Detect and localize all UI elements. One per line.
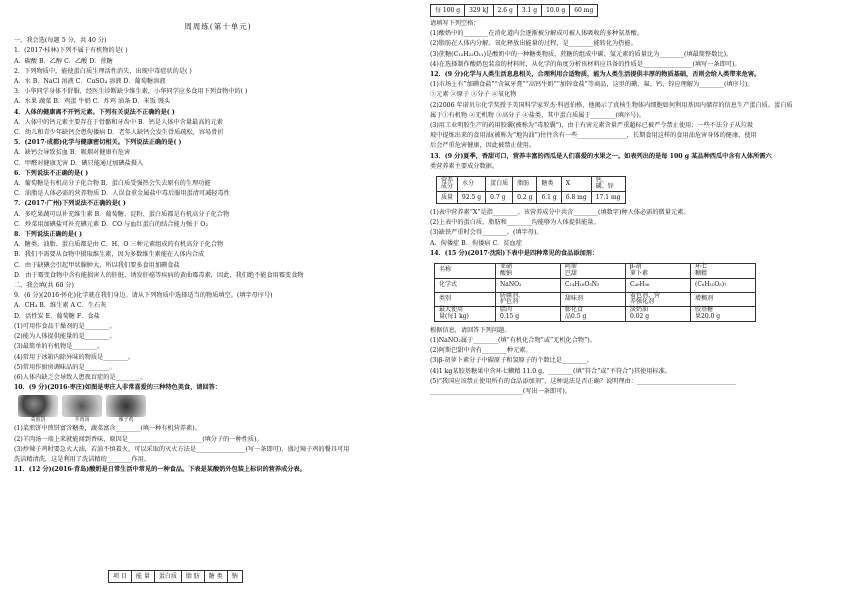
table-cell: 能 量: [131, 571, 154, 583]
text-line: A．水果 蔬菜 B．鸡蛋 牛奶 C．炸鸡 油条 D．米饭 馒头: [14, 98, 171, 106]
table-cell: 3.1 g: [517, 5, 541, 17]
table-cell: NaNO₂: [496, 278, 561, 292]
text-line: (2)羊肉汤一端上来就能闻到香味，原因是________________________(填分子的一种性质)。: [14, 435, 263, 443]
table-cell: 6.8 mg: [561, 192, 591, 204]
text-line: A．CH₄ B．维生素 A C．生石灰: [14, 302, 107, 310]
text-line: (5)常用作厨房调味品的是________。: [14, 363, 116, 371]
text-line: 类营养素主要成分数据。: [430, 162, 499, 170]
table-cell: 着色剂、营 养强化剂: [626, 292, 691, 307]
table-cell: 环七 糊精: [691, 264, 756, 279]
table-cell: 蛋白质: [154, 571, 181, 583]
pancake-image: [18, 395, 58, 417]
table-cell: 糖类: [537, 177, 561, 192]
text-line: (6)人体内缺乏会导致人患夜盲症的是________。: [14, 373, 147, 381]
text-line: A．缺钙会导致贫血 B．吸烟对健康有危害: [14, 149, 131, 157]
text-line: ______________________________(写出一条即可)。: [430, 388, 571, 396]
table-row: [435, 264, 756, 279]
table-cell: 淡奶油 0.02 g: [626, 307, 691, 322]
food-captions: [18, 417, 422, 424]
table-cell: 最大使用 量(每1 kg): [435, 307, 496, 322]
table-cell: 膨化食 品0.5 g: [561, 307, 626, 322]
text-line: (2)2006 年诺贝尔化学奖授予美国科学家罗杰·科恩伯格，他揭示了真核生物体内细胞如何利用基因内储存的信息生产蛋白质。蛋白质: [430, 101, 793, 109]
right-lines: [430, 19, 846, 172]
table-cell: 6.1 g: [537, 192, 561, 204]
table-cell: 92.5 g: [458, 192, 486, 204]
text-line: ①元素 ②原子 ③分子 ④氧化物: [430, 91, 517, 99]
table-cell: 类别: [435, 292, 496, 307]
text-line: 根据信息，请回答下列问题。: [430, 326, 511, 334]
table-cell: 2.6 g: [493, 5, 517, 17]
text-line: D．活性炭 E．葡萄糖 F．食盐: [14, 312, 100, 320]
text-line: (3)蔗糖(C₁₂H₂₂O₁₁)是酸奶中的一种糖类物质，蔗糖的组成中碳、氢元素的质量比为________(填最简整数比)。: [430, 50, 733, 58]
text-line: 14．(15 分)(2017·沈阳)下表中是四种常见的食品添加剂：: [430, 249, 599, 257]
table-cell: 胶基糖 果20.0 g: [691, 307, 756, 322]
text-line: (4)1 kg某胶基糖果中含环七糊精 11.0 g，________(填“符合”或“不符合”)其使用标准。: [430, 367, 671, 375]
text-line: (3)β-胡萝卜素分子中碳原子和氢原子的个数比是________。: [430, 357, 593, 365]
text-line: (3)最简单的有机物是________。: [14, 343, 104, 351]
text-line: 13．(9 分)夏季，香甜可口，营养丰富的西瓜是人们喜爱的水果之一。如表列出的是每 100 g 某品种西瓜中含有人体所需六: [430, 152, 772, 160]
text-line: B．我们不需要从食物中摄取维生素，因为多数维生素能在人体内合成: [14, 251, 205, 259]
left-lines: [14, 36, 422, 393]
text-line: (2)脂肪在人体内分解、氧化释放出能量的过程，是________能转化为热能。: [430, 40, 637, 48]
text-line: A．水 B．NaCl 溶液 C．CuSO₄ 溶液 D．葡萄糖溶液: [14, 78, 166, 86]
table-cell: 增稠剂: [691, 292, 756, 307]
table-cell: β-胡 萝卜素: [626, 264, 691, 279]
table-cell: 糖 类: [204, 571, 227, 583]
text-line: 洗洁精清洗，这是利用了洗洁精的________作用。: [14, 455, 151, 463]
table-cell: 腊肉 0.15 g: [496, 307, 561, 322]
table-cell: 项 目: [109, 571, 132, 583]
watermelon-nutrient-table: [436, 176, 626, 204]
text-line: A．多吃果蔬可以补充维生素 B．葡萄糖、淀粉、蛋白质都是有机高分子化合物: [14, 210, 230, 218]
text-line: A．碳酸 B．乙醇 C．乙酸 D．蔗糖: [14, 57, 113, 65]
text-line: 坡中提炼出来的食用油(被称为“地沟油”)往往含有一些________________，长期食用这样的食用油危害身体的健康，使用: [430, 132, 757, 140]
text-line: 3．小华同学身体不舒服，经医生诊断缺少维生素，小华同学应多食用下列食物中的( ): [14, 88, 248, 96]
text-line: (3)炒辣子鸡时要急火大油，若油不慎着火，可以采取的灭火方法是________________(写一条即可)，盛过辣子鸡的餐具可用: [14, 445, 350, 453]
table-cell: 60 mg: [570, 5, 598, 17]
nutrition-header-table: [108, 570, 243, 583]
right-column: [430, 0, 846, 397]
text-line: 二、我会填(共 60 分): [14, 282, 74, 290]
right-lines-3: [430, 326, 846, 397]
text-line: C．油脂是人体必需的营养物质 D．人误食重金属盐中毒后服用蛋清可减轻毒性: [14, 190, 230, 198]
text-line: 12．(9 分)化学与人类生活息息相关，合理利用合适物质，能为人类生活提供丰厚的物质基础，否则会给人类带来危害。: [430, 71, 761, 79]
table-cell: 水分: [458, 177, 486, 192]
text-line: 11．(12 分)(2016·青岛)酸奶是日常生活中常见的一种食品。下表是某酸奶外包装上标识的营养成分表。: [14, 466, 306, 474]
table-cell: 质量: [437, 192, 458, 204]
table-cell: 蛋白质: [486, 177, 513, 192]
spicy-chicken-image: [106, 395, 146, 417]
text-line: (4)常用于冰箱内除异味的物质是________。: [14, 353, 135, 361]
text-line: (4)在选择制作酸奶包装盒的材料时，从化学的角度分析该材料应具备的性质是________________(填写一条即可)。: [430, 60, 741, 68]
text-line: C．炒菜用加碘盐可补充碘元素 D．CO 与血红蛋白的结合能力强于 O₂: [14, 220, 208, 228]
text-line: 6．下列说法不正确的是( ): [14, 169, 89, 177]
text-line: (2)阿斯巴甜中含有________种元素。: [430, 347, 532, 355]
table-cell: 名称: [435, 264, 496, 279]
text-line: 7．(2017·广州)下列说法不正确的是( ): [14, 200, 126, 208]
text-line: 1．(2017·桂林)下列不属于有机物的是( ): [14, 47, 128, 55]
text-line: 5．(2017·成都)化学与健康密切相关。下列说法正确的是( ): [14, 139, 182, 147]
caption-pancake: 菜煎饼: [30, 417, 46, 424]
text-line: (1)酸奶中的________在消化道内会逐渐被分解成可被人体吸收的多种氨基酸。: [430, 30, 643, 38]
left-lines-2: [14, 424, 422, 475]
table-cell: 脂 肪: [181, 571, 204, 583]
table-cell: 亚硝 酸钠: [496, 264, 561, 279]
caption-spicy-chicken: 辣子鸡: [118, 417, 134, 424]
table-cell: C₄₀H₅₆: [626, 278, 691, 292]
page-title: 周周练(第十单元): [184, 22, 252, 31]
text-line: C．甲醛对健康无害 D．碘只能通过加碘盐摄入: [14, 159, 144, 167]
text-line: 9．(6 分)(2016·怀化)化学就在我们身边。请从下列物质中选择适当的物质填空。(填字母序号): [14, 292, 273, 300]
text-line: 10．(9 分)(2016·枣庄)如图是枣庄人非常喜爱的三种特色美食，请回答：: [14, 384, 222, 392]
text-line: (1)NaNO₂属于________(填“有机化合物”或“无机化合物”)。: [430, 337, 596, 345]
text-line: A．佝偻症 B．佝偻病 C．贫血症: [430, 239, 522, 247]
text-line: (1)菜煎饼中煎饼富含糖类，蔬菜富含________(填一种有机营养素)。: [14, 425, 201, 433]
table-cell: 每 100 g: [431, 5, 465, 17]
text-line: (3)缺铁严重时会得________。(填字母)。: [430, 229, 543, 237]
text-line: D．由于霉变食物中含有能损害人的肝脏、诱发肝癌等疾病的黄曲霉毒素，因此，我们绝不能食用霉变食物: [14, 271, 304, 279]
text-line: (1)表中营养素“X”是指________。该营养成分中共含________(填数字)种人体必需的微量元素。: [430, 209, 690, 217]
left-column: [14, 0, 422, 475]
table-cell: C₁₄H₁₈O₅N₂: [561, 278, 626, 292]
text-line: (1)市场上有“加碘食盐”“含氟牙膏”“高钙牛奶”“加锌食盐”等商品，这里的碘、氟、钙、锌应理解为________(填序号)。: [430, 81, 754, 89]
text-line: 请填写下列空格：: [430, 20, 480, 27]
caption-mutton-soup: 羊肉汤: [74, 417, 90, 424]
text-line: 属于①有机物 ②无机物 ③高分子 ④盐类，其中蛋白质属于________(填序号)。: [430, 111, 645, 119]
text-line: 一、我会选(每题 5 分，共 40 分): [14, 37, 107, 45]
table-cell: 防腐剂、 护色剂: [496, 292, 561, 307]
table-cell: 化学式: [435, 278, 496, 292]
text-line: C．幼儿和青少年缺钙会患佝偻病 D．老年人缺钙会发生骨质疏松，容易骨折: [14, 129, 224, 137]
text-line: (1)可用作食品干燥剂的是________。: [14, 322, 116, 330]
table-cell: 17.1 mg: [591, 192, 625, 204]
text-line: (5)“我国应该禁止使用所有的食品添加剂”，这种说法是否正确？说明理由：________________________________: [430, 377, 736, 385]
table-cell: 钠: [227, 571, 242, 583]
table-cell: (C₆H₁₀O₅)₇: [691, 278, 756, 292]
table-cell: 0.7 g: [486, 192, 513, 204]
table-row: [435, 292, 756, 307]
table-cell: 脂肪: [513, 177, 537, 192]
table-cell: 甜味剂: [561, 292, 626, 307]
text-line: C．由于缺碘会引起甲状腺肿大，所以我们要多食用加碘食盐: [14, 261, 180, 269]
text-line: 2．下列物质中，能使蛋白质生理活性消失，出现中毒症状的是( ): [14, 67, 192, 75]
food-additive-table: [434, 263, 756, 322]
text-line: 4．人体的健康离不开钙元素。下列有关说法不正确的是( ): [14, 108, 175, 116]
table-cell: 营养 成分: [437, 177, 458, 192]
table-cell: 329 kJ: [465, 5, 493, 17]
text-line: A．葡萄糖是有机高分子化合物 B．蛋白质受强热会失去原有的生理功能: [14, 180, 211, 188]
table-cell: 0.2 g: [513, 192, 537, 204]
text-line: A．人体中的钙元素主要存在于骨骼和牙齿中 B．钙是人体中含量最高的元素: [14, 118, 223, 126]
text-line: (3)用工业明胶生产的药用胶囊(被称为“毒胶囊”)，由于有害元素含量严重超标已被严令禁止使用；一些不法分子从垃圾: [430, 122, 754, 130]
mutton-soup-image: [62, 395, 102, 417]
text-line: (2)能为人体提供能量的是________。: [14, 333, 116, 341]
table-cell: X: [561, 177, 591, 192]
table-cell: 阿斯 巴甜: [561, 264, 626, 279]
text-line: 8．下列说法正确的是( ): [14, 231, 83, 239]
table-row: [435, 307, 756, 322]
table-cell: 钙、 磷、锌: [591, 177, 625, 192]
right-lines-2: [430, 208, 846, 259]
text-line: 后会严重危害健康，因此被禁止使用。: [430, 142, 536, 150]
food-pictures: [18, 395, 422, 417]
nutrition-values-table: [430, 4, 598, 17]
text-line: (2)上表中的蛋白质、脂肪和________均能够为人体提供能量。: [430, 219, 600, 227]
text-line: A．糖类、油脂、蛋白质都是由 C、H、O 三种元素组成的有机高分子化合物: [14, 241, 224, 249]
table-row: [435, 278, 756, 292]
table-cell: 10.0 g: [542, 5, 570, 17]
